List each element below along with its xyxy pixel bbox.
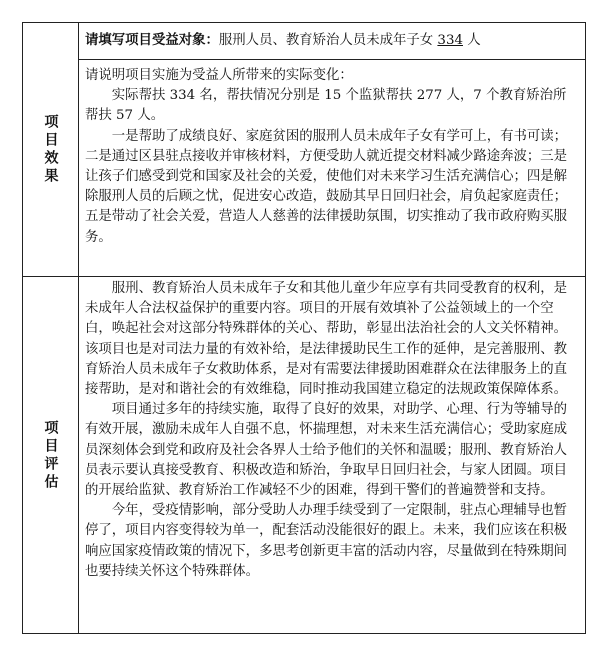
evaluation-section-label-cell	[23, 276, 78, 635]
beneficiary-label: 请填写项目受益对象：	[85, 32, 219, 48]
evaluation-paragraph-1: 服刑、教育矫治人员未成年子女和其他儿童少年应享有共同受教育的权利，是未成年人合法权益保护的重要内容。项目的开展有效填补了公益领域上的一个空白，唤起社会对这部分特殊群体的关心、帮助，彰显出法治社会的人文关怀精神。该项目也是对司法力量的有效补给，是法律援助民生工作的延伸，是完善服刑、教育矫治人员未成年子女救助体系，是对有需要法律援助困难群众在法律服务上的直接帮助，是对和谐社会的有效维稳，同时推动我国建立稳定的法规政策保障体系。	[85, 281, 568, 398]
evaluation-content	[85, 279, 579, 582]
row-divider-sections	[23, 276, 585, 277]
effect-content	[85, 66, 579, 248]
effect-prompt: 请说明项目实施为受益人所带来的实际变化：	[85, 68, 353, 83]
beneficiary-unit: 人	[467, 33, 481, 48]
beneficiary-row	[85, 30, 579, 51]
beneficiary-text: 服刑人员、教育矫治人员未成年子女	[218, 33, 434, 48]
evaluation-paragraph-2: 项目通过多年的持续实施，取得了良好的效果，对助学、心理、行为等辅导的有效开展，激励未成年人自强不息，怀揣理想，对未来生活充满信心；受助家庭成员深刻体会到党和政府及社会各界人士给予他们的关怀和温暖；服刑、教育矫治人员表示要认真接受教育、积极改造和矫治，争取早日回归社会，与家人团圆。项目的开展给监狱、教育矫治工作减轻不少的困难，得到干警们的普遍赞誉和支持。	[85, 402, 568, 499]
project-table	[22, 22, 586, 634]
evaluation-paragraph-3: 今年，受疫情影响，部分受助人办理手续受到了一定限制，驻点心理辅导也暂停了，项目内容变得较为单一，配套活动没能很好的跟上。未来，我们应该在积极响应国家疫情政策的情况下，多思考创新更丰富的活动内容，尽量做到在特殊期间也要持续关怀这个特殊群体。	[85, 503, 568, 579]
column-divider	[78, 23, 79, 633]
evaluation-section-label: 项目评估	[42, 419, 59, 492]
effect-section-label-cell	[23, 23, 78, 276]
row-divider-beneficiary	[78, 59, 585, 60]
effect-paragraph-1: 实际帮扶 334 名，帮扶情况分别是 15 个监狱帮扶 277 人，7 个教育矫治所帮扶 57 人。	[85, 88, 567, 124]
effect-paragraph-2: 一是帮助了成绩良好、家庭贫困的服刑人员未成年子女有学可上，有书可读；二是通过区县驻点接收并审核材料，方便受助人就近提交材料减少路途奔波；三是让孩子们感受到党和国家及社会的关爱，使他们对未来学习生活充满信心；四是解除服刑人员的后顾之忧，促进安心改造，鼓励其早日回归社会，肩负起家庭责任；五是带动了社会关爱，营造人人慈善的法律援助氛围，切实推动了我市政府购买服务。	[85, 128, 568, 245]
effect-section-label: 项目效果	[42, 113, 59, 186]
beneficiary-count: 334	[437, 33, 463, 48]
